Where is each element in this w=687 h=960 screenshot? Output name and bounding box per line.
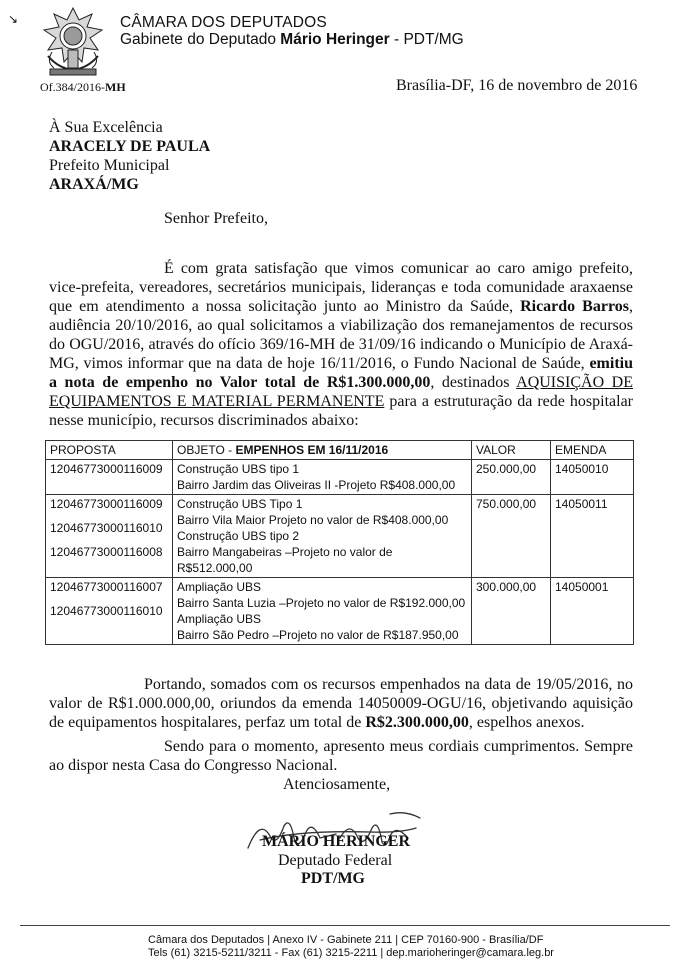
col-objeto-bold: EMPENHOS EM 16/11/2016	[235, 443, 389, 457]
footer-divider	[20, 925, 670, 926]
date-line: Brasília-DF, 16 de novembro de 2016	[396, 77, 638, 94]
footer-address: Câmara dos Deputados | Anexo IV - Gabinete 211 | CEP 70160-900 - Brasília/DF	[148, 934, 544, 946]
objeto-line: Bairro Jardim das Oliveiras II -Projeto R$408.000,00	[177, 478, 456, 492]
proposta-id: 12046773000116008	[50, 545, 163, 559]
cell-objeto	[173, 460, 472, 495]
table-header-row	[46, 441, 634, 460]
cell-valor: 300.000,00	[472, 578, 551, 645]
cell-emenda: 14050001	[551, 578, 634, 645]
org-subtitle-prefix: Gabinete do Deputado	[120, 31, 281, 48]
cell-valor: 250.000,00	[472, 460, 551, 495]
table-row	[46, 578, 634, 645]
p2-bold-total: R$2.300.000,00	[365, 714, 469, 731]
cell-proposta	[46, 578, 173, 645]
org-subtitle	[120, 31, 464, 49]
recipient-line1: À Sua Excelência	[49, 119, 163, 136]
col-objeto-prefix: OBJETO -	[177, 443, 236, 457]
proposta-id: 12046773000116010	[50, 521, 163, 535]
col-valor: VALOR	[472, 441, 551, 460]
p1-bold-minister: Ricardo Barros	[520, 298, 629, 315]
footer-contacts: Tels (61) 3215-5211/3211 - Fax (61) 3215-2211 | dep.marioheringer@camara.leg.br	[148, 947, 554, 959]
objeto-line: Ampliação UBS	[177, 580, 262, 594]
proposta-id: 12046773000116009	[50, 497, 163, 511]
col-proposta: PROPOSTA	[46, 441, 173, 460]
body-paragraph-2	[49, 675, 633, 732]
objeto-line: Bairro São Pedro –Projeto no valor de R$187.950,00	[177, 628, 459, 642]
cell-objeto	[173, 495, 472, 578]
commitments-table	[45, 440, 634, 645]
objeto-line: Bairro Vila Maior Projeto no valor de R$408.000,00	[177, 513, 449, 527]
brazil-coat-of-arms-icon	[38, 6, 108, 80]
table-row	[46, 495, 634, 578]
cell-objeto	[173, 578, 472, 645]
proposta-id: 12046773000116009	[50, 462, 163, 476]
closing: Atenciosamente,	[283, 776, 391, 793]
office-number	[40, 80, 126, 95]
objeto-line: Construção UBS tipo 1	[177, 462, 300, 476]
objeto-line: Bairro Mangabeiras –Projeto no valor de R$512.000,00	[177, 545, 393, 575]
org-name: CÂMARA DOS DEPUTADOS	[120, 14, 327, 31]
p1-text-1: É com grata satisfação que vimos comunicar ao caro amigo prefeito, vice-prefeita, vereadores, secretários municipais, lideranças e toda comunidade araxaense que em atendimento a nossa solicitação junto ao Ministro da Saúde,	[49, 260, 633, 315]
p1-underline-purpose: AQUISIÇÃO DE EQUIPAMENTOS E MATERIAL PERMANENTE	[49, 374, 634, 410]
cell-proposta	[46, 460, 173, 495]
cell-emenda: 14050010	[551, 460, 634, 495]
signer-role: Deputado Federal	[278, 852, 393, 869]
office-number-prefix: Of.384/2016-	[40, 80, 105, 94]
salutation: Senhor Prefeito,	[164, 210, 268, 227]
signer-party: PDT/MG	[301, 870, 365, 887]
p1-bold-amount: emitiu a nota de empenho no Valor total de R$1.300.000,00	[49, 355, 633, 391]
objeto-line: Construção UBS Tipo 1	[177, 497, 303, 511]
objeto-line: Bairro Santa Luzia –Projeto no valor de R$192.000,00	[177, 596, 466, 610]
p2-text-1: Portando, somados com os recursos empenhados na data de 19/05/2016, no valor de R$1.000.000,00, oriundos da emenda 14050009-OGU/16, objetivando aquisição de equipamentos hospitalares, perfaz um total de	[49, 676, 633, 731]
cell-proposta	[46, 495, 173, 578]
stray-mark: ↘	[8, 12, 19, 26]
proposta-id: 12046773000116007	[50, 580, 163, 594]
org-subtitle-name: Mário Heringer	[280, 31, 390, 48]
objeto-line: Ampliação UBS	[177, 612, 262, 626]
p2-text-2: , espelhos anexos.	[468, 714, 585, 731]
col-objeto	[173, 441, 472, 460]
p1-text-3: , destinados	[430, 374, 517, 391]
signer-name: MÁRIO HERINGER	[262, 833, 411, 850]
objeto-line: Construção UBS tipo 2	[177, 529, 300, 543]
recipient-block	[49, 118, 210, 194]
body-paragraph-3: Sendo para o momento, apresento meus cordiais cumprimentos. Sempre ao dispor nesta Casa do Congresso Nacional.	[49, 738, 633, 774]
office-number-suffix: MH	[105, 80, 126, 94]
org-subtitle-suffix: - PDT/MG	[389, 31, 464, 48]
col-emenda: EMENDA	[551, 441, 634, 460]
recipient-city: ARAXÁ/MG	[49, 176, 139, 193]
cell-emenda: 14050011	[551, 495, 634, 578]
proposta-id: 12046773000116010	[50, 604, 163, 618]
p1-text-4: para a estruturação da rede hospitalar nesse município, recursos discriminados abaixo:	[49, 393, 633, 429]
cell-valor: 750.000,00	[472, 495, 551, 578]
body-paragraph-1	[49, 259, 633, 430]
recipient-title: Prefeito Municipal	[49, 157, 170, 174]
table-row	[46, 460, 634, 495]
recipient-name: ARACELY DE PAULA	[49, 138, 211, 155]
p1-text-2: , audiência 20/10/2016, ao qual solicitamos a viabilização dos remanejamentos de recursos do OGU/2016, através do ofício 369/16-MH de 31/09/16 indicando o Município de Araxá-MG, vimos informar que na data de hoje 16/11/2016, o Fundo Nacional de Saúde,	[49, 298, 633, 372]
